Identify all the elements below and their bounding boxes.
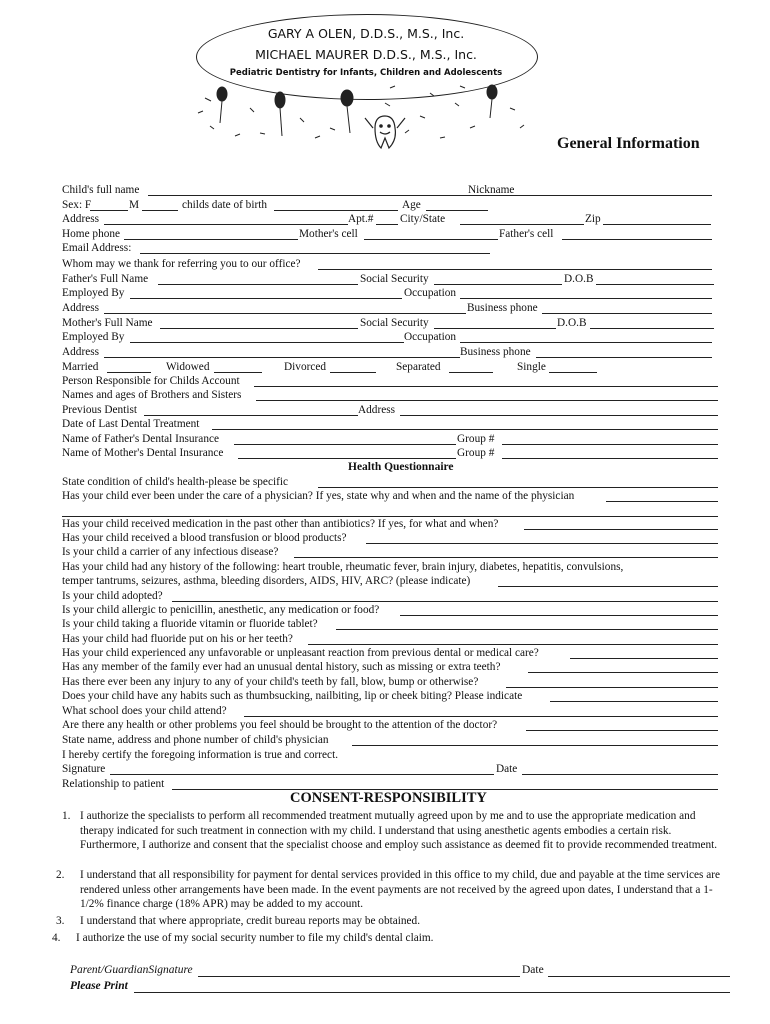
- q17-label: State name, address and phone number of child's physician: [62, 734, 329, 746]
- row-q9: [62, 617, 718, 632]
- q14-field[interactable]: [550, 701, 718, 702]
- last-treatment-field[interactable]: [212, 429, 718, 430]
- q1-field[interactable]: [318, 487, 718, 488]
- nickname-field[interactable]: [518, 195, 712, 196]
- row-q14: [62, 689, 718, 704]
- row-q8: [62, 603, 718, 618]
- row-father-address: [62, 301, 718, 316]
- father-dob-label: D.O.B: [564, 273, 594, 285]
- mother-ssn-field[interactable]: [434, 328, 556, 329]
- q6a-label: Has your child had any history of the following: heart trouble, rheumatic fever, brain injury, diabetes, hepatitis, convulsions,: [62, 561, 624, 573]
- health-questionnaire-title: Health Questionnaire: [348, 461, 454, 473]
- father-name-label: Father's Full Name: [62, 273, 149, 285]
- signature-field[interactable]: [110, 774, 494, 775]
- prev-dentist-field[interactable]: [144, 415, 358, 416]
- mother-bphone-label: Business phone: [460, 346, 531, 358]
- row-mother-address: [62, 345, 718, 360]
- q1-label: State condition of child's health-please be specific: [62, 476, 289, 488]
- parent-signature-label: Parent/GuardianSignature: [70, 964, 193, 976]
- dob-label: childs date of birth: [182, 199, 268, 211]
- row-address: [62, 212, 718, 227]
- row-phones: [62, 227, 718, 242]
- separated-field[interactable]: [449, 372, 493, 373]
- dob-field[interactable]: [274, 210, 398, 211]
- row-mother-name: [62, 316, 718, 331]
- mother-address-label: Address: [62, 346, 100, 358]
- row-q15: [62, 704, 718, 719]
- father-employed-label: Employed By: [62, 287, 125, 299]
- row-q10: [62, 632, 718, 647]
- sex-m-field[interactable]: [142, 210, 178, 211]
- mother-insurance-label: Name of Mother's Dental Insurance: [62, 447, 224, 459]
- home-phone-field[interactable]: [124, 239, 298, 240]
- q13-field[interactable]: [506, 687, 718, 688]
- father-dob-field[interactable]: [596, 284, 714, 285]
- mother-group-label: Group #: [457, 447, 495, 459]
- separated-label: Separated: [396, 361, 441, 373]
- row-marital-status: [62, 360, 718, 375]
- consent-paragraph-2: I understand that all responsibility for payment for dental services provided in this office to my child, due and payable at the time services are rendered unless other arrangements have been made. In the event payments are not received by the agreed upon dates, I understand that a 1-1/2% finance charge (18% APR) may be added to my account.: [80, 869, 721, 911]
- q11-label: Has your child experienced any unfavorable or unpleasant reaction from previous dental or medical care?: [62, 647, 539, 659]
- single-label: Single: [517, 361, 546, 373]
- nickname-label: Nickname: [468, 184, 515, 196]
- home-phone-label: Home phone: [62, 228, 121, 240]
- consent-title: CONSENT-RESPONSIBILITY: [290, 790, 487, 806]
- q9-label: Is your child taking a fluoride vitamin or fluoride tablet?: [62, 618, 318, 630]
- q17-field[interactable]: [352, 745, 718, 746]
- fathers-cell-label: Father's cell: [499, 228, 554, 240]
- row-sex: [62, 198, 718, 213]
- single-field[interactable]: [549, 372, 597, 373]
- consent-number-2: 2.: [56, 869, 65, 881]
- q15-label: What school does your child attend?: [62, 705, 227, 717]
- city-state-field[interactable]: [460, 224, 584, 225]
- dentist-address-label: Address: [358, 404, 396, 416]
- age-label: Age: [402, 199, 421, 211]
- siblings-field[interactable]: [256, 400, 718, 401]
- mothers-cell-field[interactable]: [364, 239, 498, 240]
- q9-field[interactable]: [336, 629, 718, 630]
- consent-paragraph-4: I authorize the use of my social security number to file my child's dental claim.: [76, 932, 434, 944]
- father-ssn-field[interactable]: [434, 284, 562, 285]
- q8-label: Is your child allergic to penicillin, anesthetic, any medication or food?: [62, 604, 380, 616]
- father-name-field[interactable]: [158, 284, 358, 285]
- email-field[interactable]: [140, 253, 490, 254]
- practice-name-1: GARY A OLEN, D.D.S., M.S., Inc.: [267, 26, 465, 41]
- practice-name-2: MICHAEL MAURER D.D.S., M.S., Inc.: [255, 47, 477, 62]
- q16-field[interactable]: [526, 730, 718, 731]
- apt-label: Apt.#: [348, 213, 374, 225]
- q14-label: Does your child have any habits such as thumbsucking, nailbiting, lip or cheek biting? Please indicate: [62, 690, 523, 702]
- consent-paragraph-1: I authorize the specialists to perform all recommended treatment mutually agreed upon by me and to use the appropriate medication and therapy indicated for such treatment in connection with my child. I understand that using anesthetic agents embodies a certain risk. Furthermore, I authorize and consent that the specialist choose and employ such assistance as deemed fit to provide recommended treatment.: [80, 810, 718, 852]
- row-q3: [62, 517, 718, 532]
- q3-field[interactable]: [524, 529, 718, 530]
- father-employed-field[interactable]: [130, 298, 402, 299]
- father-ssn-label: Social Security: [360, 273, 429, 285]
- mother-occupation-field[interactable]: [460, 342, 712, 343]
- consent-paragraph-3: I understand that where appropriate, credit bureau reports may be obtained.: [80, 915, 421, 927]
- row-q16: [62, 718, 718, 733]
- q7-field[interactable]: [172, 601, 718, 602]
- row-child-name: [62, 183, 718, 198]
- last-treatment-label: Date of Last Dental Treatment: [62, 418, 200, 430]
- row-referral: [62, 257, 718, 272]
- q10-field[interactable]: [308, 644, 718, 645]
- mothers-cell-label: Mother's cell: [299, 228, 358, 240]
- relationship-label: Relationship to patient: [62, 778, 165, 790]
- consent-number-1: 1.: [62, 810, 71, 822]
- signature-date-label: Date: [496, 763, 518, 775]
- row-signature: [62, 762, 718, 777]
- row-q6b: [62, 574, 718, 589]
- row-q7: [62, 589, 718, 604]
- parent-signature-field[interactable]: [198, 976, 520, 977]
- divorced-field[interactable]: [330, 372, 376, 373]
- row-q12: [62, 660, 718, 675]
- please-print-label: Please Print: [70, 980, 128, 992]
- father-occupation-label: Occupation: [404, 287, 457, 299]
- child-name-label: Child's full name: [62, 184, 140, 196]
- row-certify: [62, 748, 718, 763]
- zip-label: Zip: [585, 213, 601, 225]
- row-email: [62, 241, 718, 256]
- signature-date-field[interactable]: [522, 774, 718, 775]
- sex-label: Sex: F: [62, 199, 92, 211]
- mother-dob-field[interactable]: [590, 328, 714, 329]
- father-bphone-label: Business phone: [467, 302, 538, 314]
- practice-tagline: Pediatric Dentistry for Infants, Children and Adolescents: [229, 68, 503, 78]
- mother-dob-label: D.O.B: [557, 317, 587, 329]
- row-last-treatment: [62, 417, 718, 432]
- siblings-label: Names and ages of Brothers and Sisters: [62, 389, 242, 401]
- referral-label: Whom may we thank for referring you to our office?: [62, 258, 301, 270]
- form-title: General Information: [557, 135, 700, 152]
- sex-m-label: M: [129, 199, 140, 211]
- q6b-label: temper tantrums, seizures, asthma, bleeding disorders, AIDS, HIV, ARC? (please indicate): [62, 575, 471, 587]
- responsible-field[interactable]: [254, 386, 718, 387]
- row-q2: [62, 489, 718, 504]
- father-insurance-label: Name of Father's Dental Insurance: [62, 433, 219, 445]
- father-address-label: Address: [62, 302, 100, 314]
- q8-field[interactable]: [400, 615, 718, 616]
- q13-label: Has there ever been any injury to any of your child's teeth by fall, blow, bump or otherwise?: [62, 676, 479, 688]
- q5-label: Is your child a carrier of any infectious disease?: [62, 546, 279, 558]
- q12-label: Has any member of the family ever had an unusual dental history, such as missing or extra teeth?: [62, 661, 501, 673]
- q15-field[interactable]: [244, 716, 718, 717]
- q6-field[interactable]: [498, 586, 718, 587]
- footer-date-label: Date: [522, 964, 544, 976]
- row-siblings: [62, 388, 718, 403]
- row-mother-insurance: [62, 446, 718, 461]
- mother-name-field[interactable]: [160, 328, 358, 329]
- age-field[interactable]: [426, 210, 488, 211]
- print-name-field[interactable]: [134, 992, 730, 993]
- q2-label: Has your child ever been under the care of a physician? If yes, state why and when and the name of the physician: [62, 490, 575, 502]
- row-q1: [62, 475, 718, 490]
- mother-ssn-label: Social Security: [360, 317, 429, 329]
- row-prev-dentist: [62, 403, 718, 418]
- father-group-field[interactable]: [502, 444, 718, 445]
- row-q4: [62, 531, 718, 546]
- row-father-insurance: [62, 432, 718, 447]
- married-field[interactable]: [107, 372, 151, 373]
- responsible-label: Person Responsible for Childs Account: [62, 375, 240, 387]
- married-label: Married: [62, 361, 99, 373]
- mother-occupation-label: Occupation: [404, 331, 457, 343]
- signature-label: Signature: [62, 763, 106, 775]
- mother-employed-label: Employed By: [62, 331, 125, 343]
- referral-field[interactable]: [318, 269, 712, 270]
- q3-label: Has your child received medication in the past other than antibiotics? If yes, for what and when?: [62, 518, 499, 530]
- q2-field[interactable]: [606, 501, 718, 502]
- email-label: Email Address:: [62, 242, 132, 254]
- row-q17: [62, 733, 718, 748]
- city-state-label: City/State: [400, 213, 446, 225]
- row-q11: [62, 646, 718, 661]
- q7-label: Is your child adopted?: [62, 590, 163, 602]
- address-label: Address: [62, 213, 100, 225]
- divorced-label: Divorced: [284, 361, 327, 373]
- address-field[interactable]: [104, 224, 348, 225]
- mother-insurance-field[interactable]: [238, 458, 456, 459]
- row-responsible: [62, 374, 718, 389]
- prev-dentist-label: Previous Dentist: [62, 404, 137, 416]
- q4-field[interactable]: [366, 543, 718, 544]
- consent-number-3: 3.: [56, 915, 65, 927]
- certify-text: I hereby certify the foregoing information is true and correct.: [62, 749, 339, 761]
- row-mother-employed: [62, 330, 718, 345]
- widowed-label: Widowed: [166, 361, 210, 373]
- father-insurance-field[interactable]: [234, 444, 456, 445]
- mother-name-label: Mother's Full Name: [62, 317, 153, 329]
- row-q13: [62, 675, 718, 690]
- mother-group-field[interactable]: [502, 458, 718, 459]
- widowed-field[interactable]: [214, 372, 262, 373]
- dentist-address-field[interactable]: [400, 415, 718, 416]
- balloons-illustration: [190, 78, 540, 158]
- q12-field[interactable]: [528, 672, 718, 673]
- consent-number-4: 4.: [52, 932, 61, 944]
- mother-bphone-field[interactable]: [536, 357, 712, 358]
- q11-field[interactable]: [570, 658, 718, 659]
- mother-employed-field[interactable]: [130, 342, 404, 343]
- mother-address-field[interactable]: [104, 357, 460, 358]
- fathers-cell-field[interactable]: [562, 239, 712, 240]
- footer-date-field[interactable]: [548, 976, 730, 977]
- q10-label: Has your child had fluoride put on his or her teeth?: [62, 633, 293, 645]
- q16-label: Are there any health or other problems you feel should be brought to the attention of the doctor?: [62, 719, 498, 731]
- zip-field[interactable]: [603, 224, 711, 225]
- apt-field[interactable]: [376, 224, 398, 225]
- row-q5: [62, 545, 718, 560]
- row-father-name: [62, 272, 718, 287]
- row-q6a: [62, 560, 718, 575]
- father-bphone-field[interactable]: [542, 313, 712, 314]
- q5-field[interactable]: [294, 557, 718, 558]
- father-group-label: Group #: [457, 433, 495, 445]
- q4-label: Has your child received a blood transfusion or blood products?: [62, 532, 347, 544]
- sex-f-field[interactable]: [90, 210, 128, 211]
- father-address-field[interactable]: [104, 313, 466, 314]
- father-occupation-field[interactable]: [460, 298, 712, 299]
- row-father-employed: [62, 286, 718, 301]
